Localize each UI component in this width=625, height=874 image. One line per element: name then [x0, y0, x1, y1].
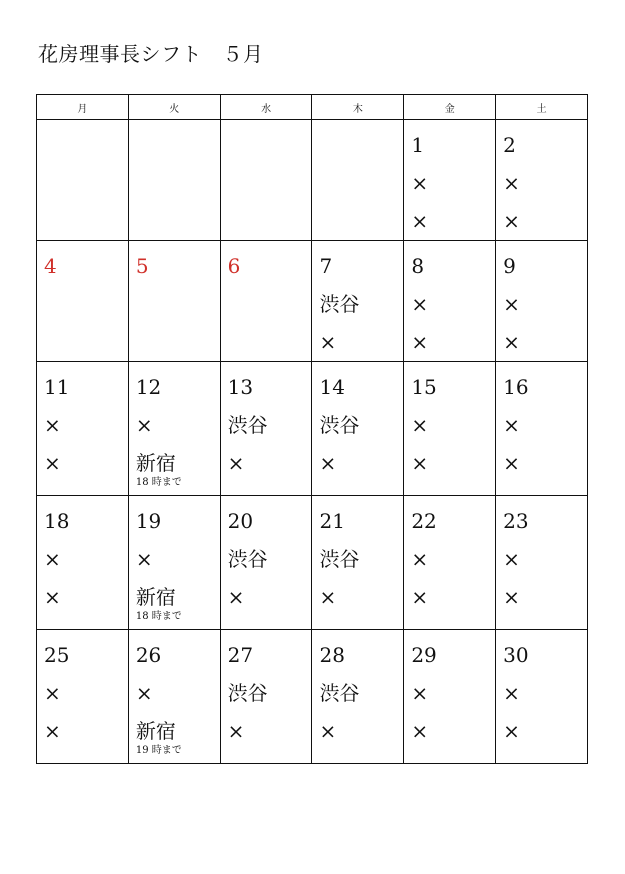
shift-entry-second: × — [411, 330, 429, 354]
shift-entry-first: × — [503, 681, 520, 705]
shift-entry-second: × — [503, 330, 520, 354]
day-cell-tue — [128, 362, 220, 496]
day-number: 12 — [135, 375, 162, 399]
day-cell-tue — [128, 120, 220, 241]
day-number: 8 — [411, 254, 425, 278]
shift-entry-second: × — [319, 330, 337, 354]
shift-entry-second: × — [319, 585, 337, 609]
day-cell-content — [404, 630, 495, 763]
day-number: 5 — [135, 254, 149, 278]
shift-entry-second — [228, 202, 312, 240]
day-number: 4 — [44, 254, 57, 278]
day-cell-content — [404, 241, 495, 361]
shift-entry-first: × — [503, 413, 520, 437]
day-cell-content — [404, 120, 495, 240]
day-number — [44, 126, 128, 164]
day-number: 6 — [227, 254, 241, 278]
week-row — [37, 241, 588, 362]
day-number: 16 — [503, 375, 529, 399]
day-number — [319, 126, 403, 164]
day-cell-fri — [404, 120, 496, 241]
shift-entry-first: × — [503, 547, 520, 571]
day-cell-content — [496, 630, 587, 763]
shift-entry-first — [44, 164, 128, 202]
day-cell-content — [37, 120, 128, 240]
shift-entry-first — [228, 164, 312, 202]
day-number — [228, 126, 312, 164]
day-cell-mon — [37, 241, 129, 362]
shift-time-note: 18 時まで — [135, 611, 182, 622]
day-cell-wed — [220, 496, 312, 630]
shift-entry-first: × — [135, 413, 153, 437]
day-number: 26 — [135, 643, 162, 667]
shift-entry-first: × — [411, 413, 429, 437]
day-cell-content — [221, 120, 312, 240]
shift-entry-first: × — [411, 171, 429, 195]
day-cell-fri — [404, 630, 496, 764]
shift-entry-second: × — [44, 719, 61, 743]
week-row — [37, 496, 588, 630]
shift-entry-second: × — [503, 719, 520, 743]
day-cell-tue — [128, 630, 220, 764]
day-number: 13 — [227, 375, 254, 399]
week-row — [37, 120, 588, 241]
week-row — [37, 630, 588, 764]
shift-entry-second: × — [227, 585, 245, 609]
weekday-header-wed: 水 — [220, 95, 312, 120]
day-cell-content — [37, 241, 128, 361]
day-number: 28 — [319, 643, 345, 667]
day-cell-wed — [220, 120, 312, 241]
day-cell-mon — [37, 630, 129, 764]
day-cell-mon — [37, 120, 129, 241]
day-number: 9 — [503, 254, 516, 278]
shift-entry-second: × — [503, 585, 520, 609]
shift-entry-first: × — [44, 681, 61, 705]
day-cell-content — [312, 362, 403, 495]
shift-entry-first: × — [411, 681, 429, 705]
day-cell-content — [129, 120, 220, 240]
day-cell-fri — [404, 241, 496, 362]
shift-calendar — [36, 94, 588, 764]
day-cell-fri — [404, 496, 496, 630]
day-cell-tue — [128, 241, 220, 362]
day-cell-wed — [220, 241, 312, 362]
shift-entry-first: × — [411, 547, 429, 571]
shift-entry-second: × — [44, 585, 61, 609]
shift-entry-first: × — [135, 681, 153, 705]
day-cell-content — [312, 630, 403, 763]
shift-entry-first — [44, 285, 128, 323]
day-number: 7 — [319, 254, 333, 278]
shift-entry-first — [228, 285, 312, 323]
day-cell-content — [129, 362, 220, 495]
day-cell-content — [312, 496, 403, 629]
calendar-body — [37, 120, 588, 764]
day-number: 20 — [227, 509, 254, 533]
day-cell-thu — [312, 120, 404, 241]
day-number: 18 — [44, 509, 70, 533]
shift-entry-first: × — [411, 292, 429, 316]
shift-entry-second: × — [503, 451, 520, 475]
day-cell-sat — [496, 241, 588, 362]
day-cell-thu — [312, 241, 404, 362]
day-cell-content — [496, 120, 587, 240]
day-number: 25 — [44, 643, 70, 667]
day-number: 2 — [503, 133, 516, 157]
shift-entry-first — [136, 285, 220, 323]
shift-entry-second: × — [44, 451, 61, 475]
page-title: 花房理事長シフト ５月 — [38, 42, 264, 66]
shift-entry-second — [136, 323, 220, 361]
day-cell-content — [37, 630, 128, 763]
week-row — [37, 362, 588, 496]
shift-entry-first: 渋谷 — [319, 292, 360, 316]
shift-time-note: 19 時まで — [135, 745, 182, 756]
shift-entry-second: 新宿 — [135, 451, 176, 475]
day-cell-sat — [496, 630, 588, 764]
shift-entry-first: 渋谷 — [319, 547, 360, 571]
day-cell-wed — [220, 362, 312, 496]
day-number: 23 — [503, 509, 529, 533]
day-cell-content — [129, 241, 220, 361]
day-cell-content — [496, 362, 587, 495]
shift-entry-first: × — [135, 547, 153, 571]
shift-entry-second: 新宿 — [135, 719, 176, 743]
shift-entry-first: 渋谷 — [227, 413, 268, 437]
day-number: 27 — [227, 643, 254, 667]
day-cell-content — [221, 362, 312, 495]
shift-entry-second — [136, 202, 220, 240]
shift-entry-first: × — [44, 547, 61, 571]
shift-entry-second: × — [227, 719, 245, 743]
shift-entry-first: 渋谷 — [319, 681, 360, 705]
day-cell-thu — [312, 496, 404, 630]
shift-entry-second — [228, 323, 312, 361]
shift-entry-second: × — [503, 209, 520, 233]
day-cell-sat — [496, 362, 588, 496]
weekday-header-fri: 金 — [404, 95, 496, 120]
day-cell-content — [37, 362, 128, 495]
day-cell-content — [129, 630, 220, 763]
day-number: 22 — [411, 509, 437, 533]
weekday-header-sat: 土 — [496, 95, 588, 120]
day-cell-fri — [404, 362, 496, 496]
day-cell-mon — [37, 362, 129, 496]
day-number: 1 — [411, 133, 425, 157]
shift-entry-second — [319, 202, 403, 240]
day-number: 15 — [411, 375, 437, 399]
day-cell-thu — [312, 630, 404, 764]
day-cell-content — [496, 241, 587, 361]
day-number: 29 — [411, 643, 437, 667]
shift-entry-second: × — [319, 451, 337, 475]
shift-entry-first: × — [44, 413, 61, 437]
shift-entry-second: × — [411, 209, 429, 233]
day-cell-content — [221, 630, 312, 763]
shift-time-note: 18 時まで — [135, 477, 182, 488]
shift-entry-second: × — [319, 719, 337, 743]
day-cell-mon — [37, 496, 129, 630]
shift-entry-second: 新宿 — [135, 585, 176, 609]
shift-entry-second: × — [411, 719, 429, 743]
day-cell-tue — [128, 496, 220, 630]
weekday-header-mon: 月 — [37, 95, 129, 120]
day-cell-content — [37, 496, 128, 629]
shift-entry-first — [319, 164, 403, 202]
shift-entry-second — [44, 323, 128, 361]
shift-entry-second: × — [227, 451, 245, 475]
day-cell-sat — [496, 496, 588, 630]
day-number: 11 — [44, 375, 70, 399]
shift-entry-first: 渋谷 — [227, 547, 268, 571]
shift-entry-first: × — [503, 171, 520, 195]
day-cell-content — [221, 241, 312, 361]
day-cell-wed — [220, 630, 312, 764]
shift-entry-second: × — [411, 451, 429, 475]
weekday-header-tue: 火 — [128, 95, 220, 120]
day-cell-content — [312, 120, 403, 240]
shift-entry-first: 渋谷 — [319, 413, 360, 437]
day-cell-content — [129, 496, 220, 629]
weekday-header-thu: 木 — [312, 95, 404, 120]
day-cell-content — [496, 496, 587, 629]
day-number: 21 — [319, 509, 345, 533]
shift-entry-second: × — [411, 585, 429, 609]
day-cell-content — [404, 496, 495, 629]
shift-entry-first: 渋谷 — [227, 681, 268, 705]
day-number: 19 — [135, 509, 162, 533]
weekday-header-row — [37, 95, 588, 120]
shift-entry-second — [44, 202, 128, 240]
day-number: 30 — [503, 643, 529, 667]
shift-entry-first: × — [503, 292, 520, 316]
day-cell-sat — [496, 120, 588, 241]
shift-entry-first — [136, 164, 220, 202]
day-cell-content — [404, 362, 495, 495]
day-cell-content — [221, 496, 312, 629]
day-cell-thu — [312, 362, 404, 496]
day-cell-content — [312, 241, 403, 361]
day-number: 14 — [319, 375, 345, 399]
day-number — [136, 126, 220, 164]
